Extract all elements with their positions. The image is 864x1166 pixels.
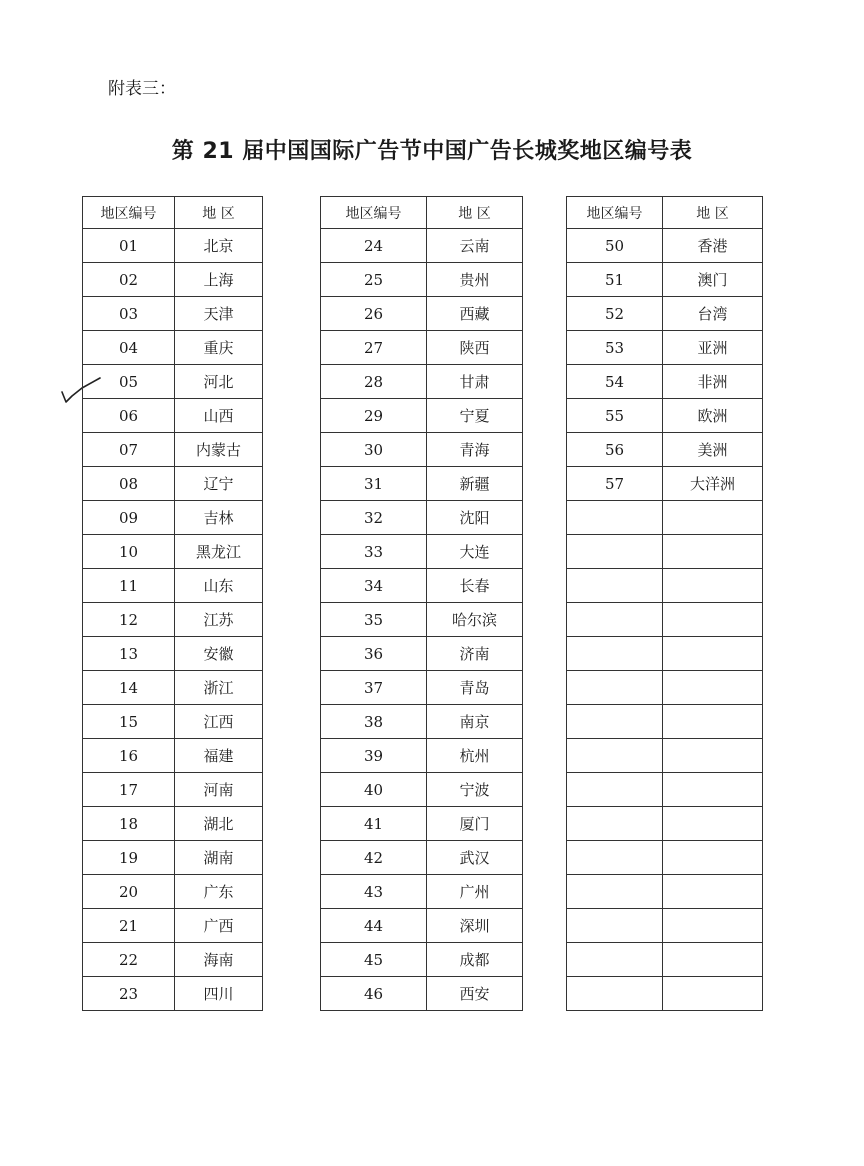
region-name-cell xyxy=(663,773,763,807)
region-name-cell: 山东 xyxy=(175,569,263,603)
table-row xyxy=(321,331,523,365)
region-name-cell: 杭州 xyxy=(427,739,523,773)
region-name-cell: 天津 xyxy=(175,297,263,331)
table-row xyxy=(567,433,763,467)
table-row xyxy=(567,807,763,841)
table-row xyxy=(567,297,763,331)
region-code-cell: 19 xyxy=(83,841,175,875)
table-row xyxy=(83,501,263,535)
region-code-cell: 27 xyxy=(321,331,427,365)
table-row xyxy=(567,705,763,739)
region-code-cell xyxy=(567,705,663,739)
region-code-cell: 14 xyxy=(83,671,175,705)
region-name-cell: 南京 xyxy=(427,705,523,739)
region-name-cell xyxy=(663,705,763,739)
region-code-cell xyxy=(567,569,663,603)
region-name-cell: 大洋洲 xyxy=(663,467,763,501)
region-name-cell: 湖南 xyxy=(175,841,263,875)
table-row xyxy=(83,569,263,603)
region-name-cell: 济南 xyxy=(427,637,523,671)
region-name-cell: 内蒙古 xyxy=(175,433,263,467)
table-header-row xyxy=(83,197,263,229)
region-code-cell: 08 xyxy=(83,467,175,501)
region-code-cell: 30 xyxy=(321,433,427,467)
table-row xyxy=(567,569,763,603)
region-code-cell: 36 xyxy=(321,637,427,671)
table-row xyxy=(83,943,263,977)
region-name-cell: 欧洲 xyxy=(663,399,763,433)
table-row xyxy=(83,365,263,399)
table-row xyxy=(321,365,523,399)
region-code-cell: 22 xyxy=(83,943,175,977)
region-code-cell: 33 xyxy=(321,535,427,569)
region-code-cell: 45 xyxy=(321,943,427,977)
region-name-cell: 山西 xyxy=(175,399,263,433)
table-row xyxy=(321,875,523,909)
region-code-table-3 xyxy=(566,196,763,1011)
region-name-cell: 安徽 xyxy=(175,637,263,671)
region-code-cell: 21 xyxy=(83,909,175,943)
region-code-cell: 51 xyxy=(567,263,663,297)
region-code-cell: 42 xyxy=(321,841,427,875)
table-row xyxy=(567,739,763,773)
region-name-cell: 北京 xyxy=(175,229,263,263)
region-code-cell: 07 xyxy=(83,433,175,467)
region-code-cell: 10 xyxy=(83,535,175,569)
region-name-cell: 辽宁 xyxy=(175,467,263,501)
table-row xyxy=(567,671,763,705)
region-code-cell: 03 xyxy=(83,297,175,331)
region-name-cell: 西安 xyxy=(427,977,523,1011)
region-code-cell: 23 xyxy=(83,977,175,1011)
table-body xyxy=(83,229,263,1011)
region-code-cell: 53 xyxy=(567,331,663,365)
table-row xyxy=(83,297,263,331)
region-name-cell: 新疆 xyxy=(427,467,523,501)
table-row xyxy=(321,807,523,841)
region-column-header: 地 区 xyxy=(663,197,763,229)
table-row xyxy=(567,977,763,1011)
table-row xyxy=(321,841,523,875)
region-name-cell: 重庆 xyxy=(175,331,263,365)
region-code-cell: 24 xyxy=(321,229,427,263)
table-row xyxy=(83,399,263,433)
region-code-cell xyxy=(567,977,663,1011)
table-row xyxy=(83,841,263,875)
table-row xyxy=(321,535,523,569)
table-row xyxy=(567,909,763,943)
table-header-row xyxy=(567,197,763,229)
region-code-cell: 46 xyxy=(321,977,427,1011)
region-name-cell: 长春 xyxy=(427,569,523,603)
table-row xyxy=(567,331,763,365)
region-name-cell: 上海 xyxy=(175,263,263,297)
region-code-cell: 31 xyxy=(321,467,427,501)
region-code-cell: 35 xyxy=(321,603,427,637)
region-name-cell xyxy=(663,875,763,909)
region-name-cell: 香港 xyxy=(663,229,763,263)
region-code-cell: 32 xyxy=(321,501,427,535)
region-column-header: 地 区 xyxy=(427,197,523,229)
region-name-cell xyxy=(663,569,763,603)
region-code-cell: 06 xyxy=(83,399,175,433)
table-row xyxy=(321,433,523,467)
table-row xyxy=(567,875,763,909)
region-column-header: 地 区 xyxy=(175,197,263,229)
region-name-cell xyxy=(663,637,763,671)
region-name-cell xyxy=(663,841,763,875)
region-code-cell: 50 xyxy=(567,229,663,263)
table-row xyxy=(321,705,523,739)
region-code-cell: 52 xyxy=(567,297,663,331)
region-code-cell: 34 xyxy=(321,569,427,603)
table-row xyxy=(83,263,263,297)
region-code-cell: 54 xyxy=(567,365,663,399)
table-row xyxy=(83,807,263,841)
region-code-cell: 05 xyxy=(83,365,175,399)
region-code-cell: 18 xyxy=(83,807,175,841)
region-name-cell xyxy=(663,671,763,705)
table-row xyxy=(83,977,263,1011)
region-name-cell xyxy=(663,909,763,943)
table-row xyxy=(567,841,763,875)
region-code-cell: 43 xyxy=(321,875,427,909)
region-name-cell: 广州 xyxy=(427,875,523,909)
region-name-cell: 台湾 xyxy=(663,297,763,331)
region-name-cell xyxy=(663,807,763,841)
region-name-cell: 武汉 xyxy=(427,841,523,875)
region-name-cell: 四川 xyxy=(175,977,263,1011)
region-name-cell: 吉林 xyxy=(175,501,263,535)
region-code-cell: 16 xyxy=(83,739,175,773)
region-code-cell: 56 xyxy=(567,433,663,467)
code-column-header: 地区编号 xyxy=(321,197,427,229)
region-code-cell xyxy=(567,739,663,773)
region-code-cell: 29 xyxy=(321,399,427,433)
region-code-cell: 44 xyxy=(321,909,427,943)
region-name-cell: 广东 xyxy=(175,875,263,909)
region-name-cell: 黑龙江 xyxy=(175,535,263,569)
table-row xyxy=(83,433,263,467)
table-row xyxy=(321,977,523,1011)
region-code-cell: 20 xyxy=(83,875,175,909)
table-row xyxy=(83,229,263,263)
region-name-cell: 宁夏 xyxy=(427,399,523,433)
table-row xyxy=(567,603,763,637)
region-code-cell xyxy=(567,807,663,841)
region-code-cell xyxy=(567,773,663,807)
region-name-cell: 深圳 xyxy=(427,909,523,943)
region-code-cell: 55 xyxy=(567,399,663,433)
region-code-cell: 12 xyxy=(83,603,175,637)
region-name-cell xyxy=(663,501,763,535)
region-code-cell: 01 xyxy=(83,229,175,263)
region-code-cell: 40 xyxy=(321,773,427,807)
table-row xyxy=(83,875,263,909)
table-row xyxy=(321,603,523,637)
table-body xyxy=(567,229,763,1011)
region-name-cell: 河北 xyxy=(175,365,263,399)
table-row xyxy=(567,943,763,977)
region-name-cell: 青海 xyxy=(427,433,523,467)
region-code-cell xyxy=(567,841,663,875)
region-name-cell: 云南 xyxy=(427,229,523,263)
region-name-cell: 青岛 xyxy=(427,671,523,705)
region-code-cell: 37 xyxy=(321,671,427,705)
table-row xyxy=(83,637,263,671)
region-name-cell: 沈阳 xyxy=(427,501,523,535)
region-code-cell: 28 xyxy=(321,365,427,399)
region-name-cell: 湖北 xyxy=(175,807,263,841)
document-title: 第 21 届中国国际广告节中国广告长城奖地区编号表 xyxy=(171,139,693,164)
table-row xyxy=(83,705,263,739)
table-row xyxy=(567,637,763,671)
table-row xyxy=(321,467,523,501)
region-code-cell xyxy=(567,671,663,705)
table-row xyxy=(567,535,763,569)
region-name-cell: 亚洲 xyxy=(663,331,763,365)
region-name-cell: 非洲 xyxy=(663,365,763,399)
table-row xyxy=(83,467,263,501)
region-code-cell: 57 xyxy=(567,467,663,501)
region-name-cell: 哈尔滨 xyxy=(427,603,523,637)
region-code-table-2 xyxy=(320,196,523,1011)
table-row xyxy=(567,399,763,433)
table-row xyxy=(83,773,263,807)
table-row xyxy=(567,773,763,807)
region-code-table-1 xyxy=(82,196,263,1011)
table-row xyxy=(83,739,263,773)
table-row xyxy=(567,263,763,297)
region-name-cell: 贵州 xyxy=(427,263,523,297)
region-name-cell: 江苏 xyxy=(175,603,263,637)
region-name-cell: 浙江 xyxy=(175,671,263,705)
region-code-cell xyxy=(567,637,663,671)
region-name-cell: 澳门 xyxy=(663,263,763,297)
region-name-cell: 西藏 xyxy=(427,297,523,331)
region-name-cell: 美洲 xyxy=(663,433,763,467)
region-name-cell: 江西 xyxy=(175,705,263,739)
region-code-cell: 09 xyxy=(83,501,175,535)
table-row xyxy=(321,637,523,671)
region-code-cell xyxy=(567,909,663,943)
region-code-cell: 25 xyxy=(321,263,427,297)
region-name-cell xyxy=(663,977,763,1011)
table-row xyxy=(567,467,763,501)
region-name-cell: 海南 xyxy=(175,943,263,977)
table-row xyxy=(83,535,263,569)
region-name-cell xyxy=(663,943,763,977)
region-code-cell: 11 xyxy=(83,569,175,603)
region-name-cell xyxy=(663,739,763,773)
table-row xyxy=(321,909,523,943)
region-code-cell: 41 xyxy=(321,807,427,841)
table-row xyxy=(321,773,523,807)
table-row xyxy=(567,365,763,399)
region-code-cell xyxy=(567,875,663,909)
region-name-cell: 大连 xyxy=(427,535,523,569)
code-column-header: 地区编号 xyxy=(567,197,663,229)
region-code-cell: 17 xyxy=(83,773,175,807)
table-row xyxy=(83,909,263,943)
region-name-cell: 宁波 xyxy=(427,773,523,807)
code-column-header: 地区编号 xyxy=(83,197,175,229)
region-code-cell: 15 xyxy=(83,705,175,739)
region-code-cell: 38 xyxy=(321,705,427,739)
region-name-cell xyxy=(663,535,763,569)
table-row xyxy=(567,501,763,535)
table-row xyxy=(83,603,263,637)
region-name-cell: 成都 xyxy=(427,943,523,977)
region-code-cell xyxy=(567,535,663,569)
region-name-cell: 河南 xyxy=(175,773,263,807)
table-row xyxy=(321,399,523,433)
table-body xyxy=(321,229,523,1011)
region-code-cell: 26 xyxy=(321,297,427,331)
region-code-cell xyxy=(567,501,663,535)
table-row xyxy=(83,671,263,705)
table-row xyxy=(321,263,523,297)
region-name-cell xyxy=(663,603,763,637)
region-code-cell xyxy=(567,603,663,637)
region-code-cell: 39 xyxy=(321,739,427,773)
region-name-cell: 厦门 xyxy=(427,807,523,841)
table-row xyxy=(567,229,763,263)
table-row xyxy=(321,297,523,331)
table-row xyxy=(83,331,263,365)
region-name-cell: 广西 xyxy=(175,909,263,943)
region-code-cell: 02 xyxy=(83,263,175,297)
region-name-cell: 陕西 xyxy=(427,331,523,365)
region-name-cell: 甘肃 xyxy=(427,365,523,399)
region-code-cell: 13 xyxy=(83,637,175,671)
table-row xyxy=(321,569,523,603)
region-code-cell xyxy=(567,943,663,977)
table-row xyxy=(321,943,523,977)
attachment-label: 附表三： xyxy=(108,79,176,99)
table-row xyxy=(321,671,523,705)
table-row xyxy=(321,739,523,773)
region-name-cell: 福建 xyxy=(175,739,263,773)
table-row xyxy=(321,501,523,535)
table-header-row xyxy=(321,197,523,229)
region-code-cell: 04 xyxy=(83,331,175,365)
table-row xyxy=(321,229,523,263)
